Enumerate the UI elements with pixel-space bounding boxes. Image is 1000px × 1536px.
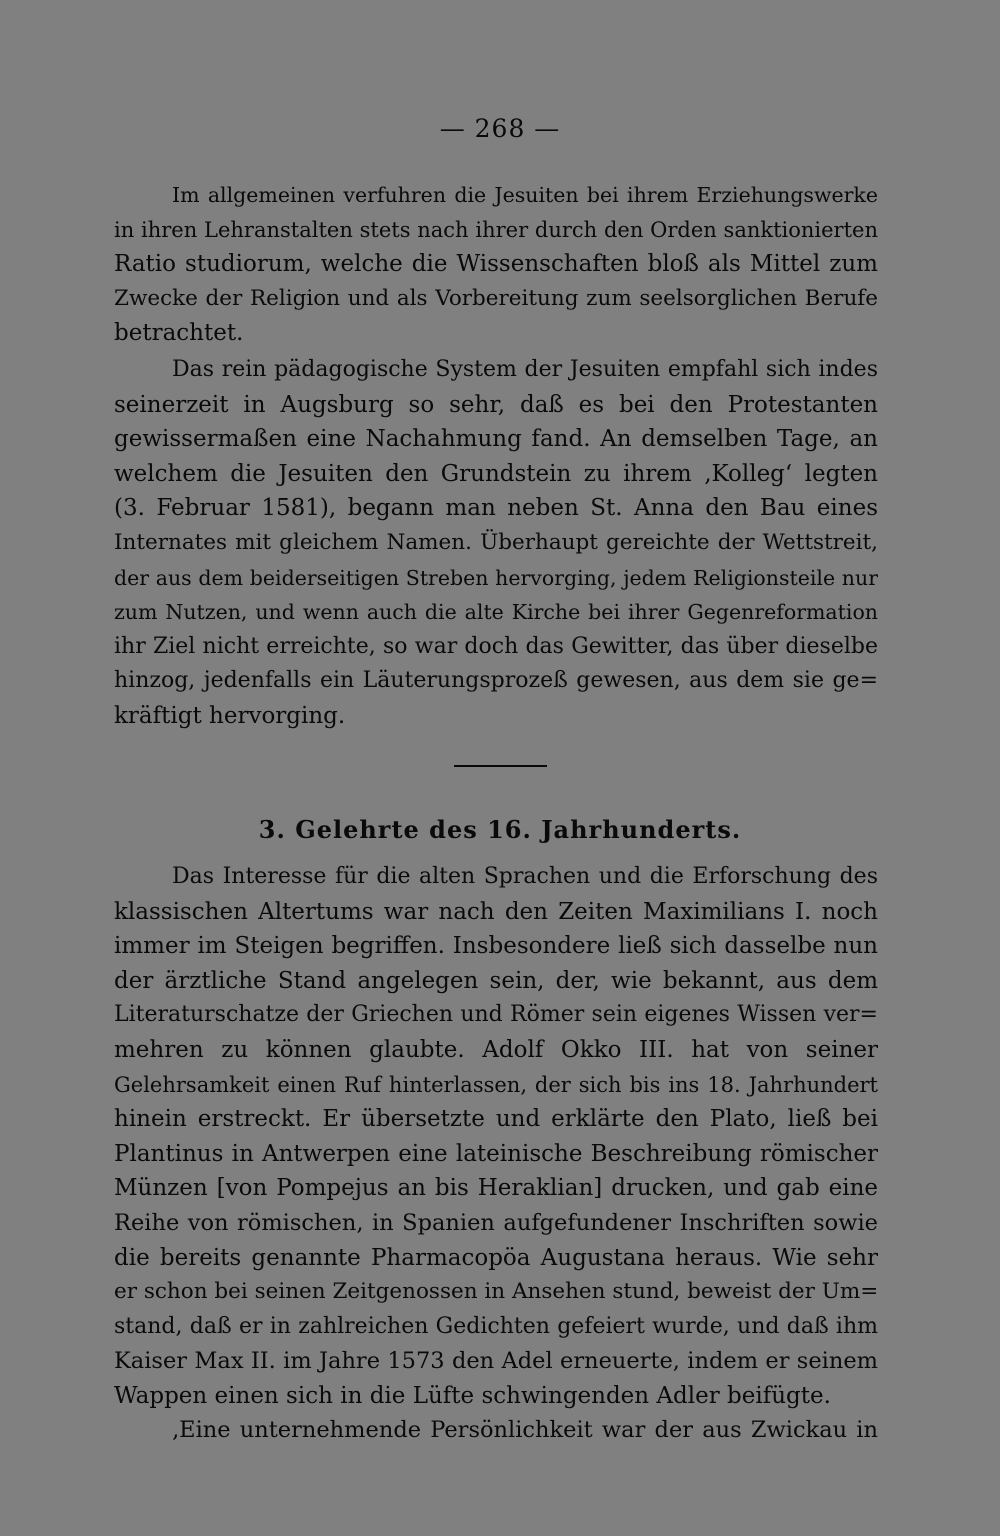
text-line: seinerzeit in Augsburg so sehr, daß es bei den Protestanten bbox=[114, 391, 878, 418]
text-line: Reihe von römischen, in Spanien aufgefundener Inschriften sowie bbox=[114, 1209, 878, 1236]
section-heading: 3. Gelehrte des 16. Jahrhunderts. bbox=[258, 815, 742, 844]
text-line: Zwecke der Religion und als Vorbereitung zum seelsorglichen Berufe bbox=[114, 285, 878, 311]
text-line: kräftigt hervorging. bbox=[114, 702, 346, 729]
text-line: betrachtet. bbox=[114, 320, 244, 347]
paragraph-3 bbox=[114, 860, 878, 1414]
text-line: er schon bei seinen Zeitgenossen in Ansehen stund, beweist der Um= bbox=[114, 1279, 878, 1305]
text-line: die bereits genannte Pharmacopöa Augustana heraus. Wie sehr bbox=[114, 1244, 878, 1271]
text-line: gewissermaßen eine Nachahmung fand. An demselben Tage, an bbox=[114, 426, 878, 453]
text-line: Internates mit gleichem Namen. Überhaupt gereichte der Wettstreit, bbox=[114, 529, 878, 555]
text-line: Gelehrsamkeit einen Ruf hinterlassen, der sich bis ins 18. Jahrhundert bbox=[114, 1072, 878, 1097]
text-line: hinein erstreckt. Er übersetzte und erklärte den Plato, ließ bei bbox=[114, 1106, 878, 1133]
text-line: Münzen [von Pompejus an bis Heraklian] drucken, und gab eine bbox=[114, 1175, 878, 1202]
text-line: in ihren Lehranstalten stets nach ihrer durch den Orden sanktionierten bbox=[114, 217, 878, 242]
text-line: Literaturschatze der Griechen und Römer sein eigenes Wissen ver= bbox=[114, 1002, 878, 1028]
text-line: Das rein pädagogische System der Jesuiten empfahl sich indes bbox=[172, 357, 878, 382]
text-line: zum Nutzen, und wenn auch die alte Kirche bei ihrer Gegenreformation bbox=[114, 600, 878, 625]
text-line: Das Interesse für die alten Sprachen und die Erforschung des bbox=[172, 864, 878, 889]
paragraph-4 bbox=[114, 1413, 878, 1448]
text-line: Plantinus in Antwerpen eine lateinische Beschreibung römischer bbox=[114, 1140, 878, 1167]
text-line: ‚Eine unternehmende Persönlichkeit war der aus Zwickau in bbox=[172, 1417, 878, 1443]
text-line: ihr Ziel nicht erreichte, so war doch das Gewitter, das über dieselbe bbox=[114, 633, 878, 659]
text-line: Wappen einen sich in die Lüfte schwingenden Adler beifügte. bbox=[114, 1382, 831, 1409]
page-number: — 268 — bbox=[439, 114, 561, 143]
text-line: der aus dem beiderseitigen Streben hervorging, jedem Religionsteile nur bbox=[114, 565, 878, 590]
text-line: Kaiser Max II. im Jahre 1573 den Adel erneuerte, indem er seinem bbox=[114, 1348, 878, 1375]
text-line: immer im Steigen begriffen. Insbesondere ließ sich dasselbe nun bbox=[114, 933, 878, 960]
text-line: stand, daß er in zahlreichen Gedichten gefeiert wurde, und daß ihm bbox=[114, 1313, 878, 1339]
text-line: welchem die Jesuiten den Grundstein zu ihrem ‚Kolleg‘ legten bbox=[114, 460, 878, 487]
text-line: mehren zu können glaubte. Adolf Okko III. hat von seiner bbox=[114, 1036, 878, 1063]
text-line: der ärztliche Stand angelegen sein, der, wie bekannt, aus dem bbox=[114, 967, 878, 994]
paragraph-1 bbox=[114, 178, 878, 351]
text-line: klassischen Altertums war nach den Zeiten Maximilians I. noch bbox=[114, 898, 878, 925]
text-line: (3. Februar 1581), begann man neben St. Anna den Bau eines bbox=[114, 495, 878, 522]
paragraph-2 bbox=[114, 353, 878, 734]
text-line: Im allgemeinen verfuhren die Jesuiten bei ihrem Erziehungswerke bbox=[172, 183, 878, 207]
section-divider bbox=[454, 765, 547, 767]
text-line: Ratio studiorum, welche die Wissenschaften bloß als Mittel zum bbox=[114, 251, 878, 278]
text-line: hinzog, jedenfalls ein Läuterungsprozeß gewesen, aus dem sie ge= bbox=[114, 668, 878, 694]
